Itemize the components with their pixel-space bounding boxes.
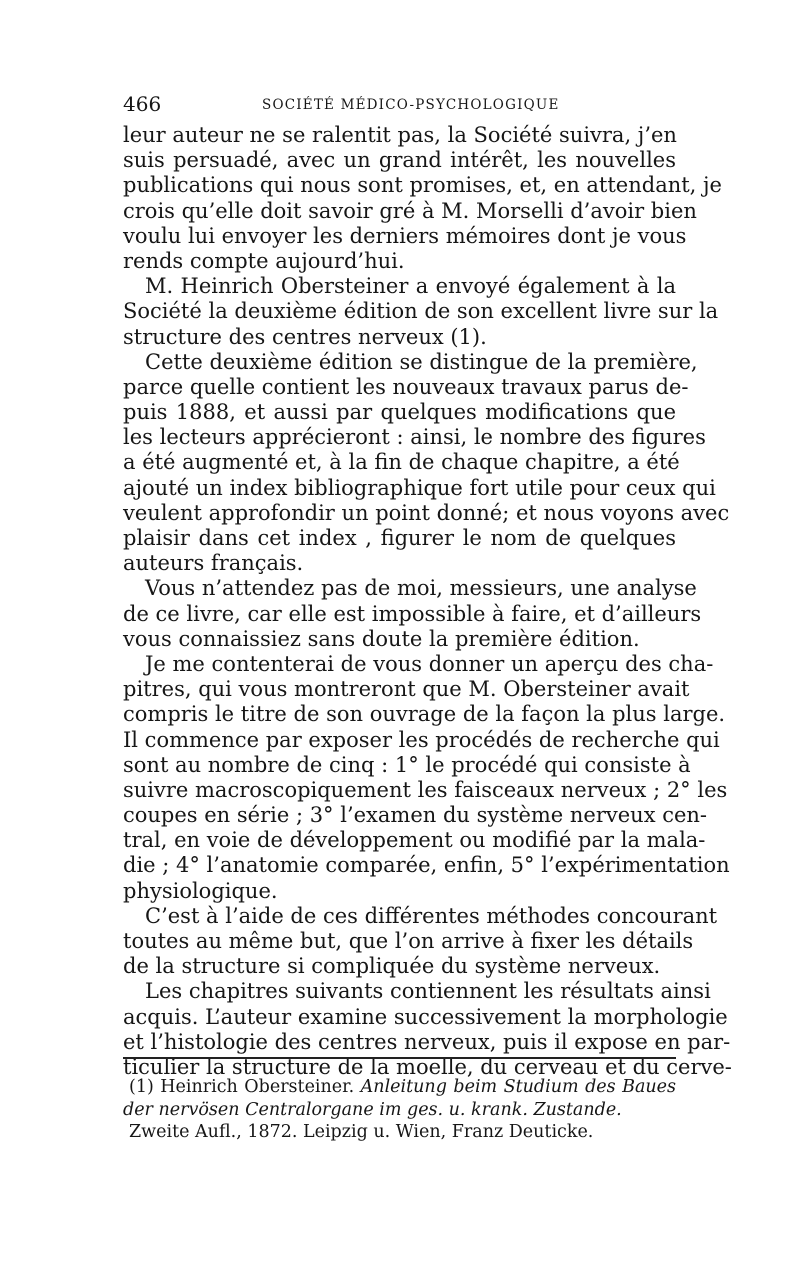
footnote xyxy=(123,1076,676,1144)
text-line: suivre macroscopiquement les faisceaux nerveux ; 2° les xyxy=(123,777,728,802)
page-header xyxy=(123,91,676,117)
page-number: 466 xyxy=(123,92,162,116)
text-line: parce quelle contient les nouveaux travaux parus de- xyxy=(123,374,689,399)
text-line: tral, en voie de développement ou modifié par la mala- xyxy=(123,828,706,853)
text-line: publications qui nous sont promises, et, en attendant, je xyxy=(123,173,722,198)
text-line: vous connaissiez sans doute la première édition. xyxy=(123,626,640,651)
text-line: Les chapitres suivants contiennent les résultats ainsi xyxy=(145,979,711,1004)
text-line: Il commence par exposer les procédés de recherche qui xyxy=(123,727,720,752)
text-line: M. Heinrich Obersteiner a envoyé également à la xyxy=(145,274,676,299)
body-text xyxy=(123,123,732,1080)
text-line: Cette deuxième édition se distingue de la première, xyxy=(145,349,698,374)
text-line: Société la deuxième édition de son excellent livre sur la xyxy=(123,299,719,324)
text-line: crois qu’elle doit savoir gré à M. Morselli d’avoir bien xyxy=(123,198,697,223)
text-line: voulu lui envoyer les derniers mémoires dont je vous xyxy=(123,223,687,248)
text-line: veulent approfondir un point donné; et nous voyons avec xyxy=(123,500,730,525)
text-line: puis 1888, et aussi par quelques modifications que xyxy=(123,400,676,425)
footnote-title: Anleitung beim Studium des Baues xyxy=(360,1077,676,1097)
text-line: die ; 4° l’anatomie comparée, enfin, 5° l’expérimentation xyxy=(123,853,730,878)
text-line: coupes en série ; 3° l’examen du système nerveux cen- xyxy=(123,803,708,828)
footnote-text: (1) Heinrich Obersteiner. xyxy=(129,1077,361,1097)
text-line: de ce livre, car elle est impossible à faire, et d’ailleurs xyxy=(123,601,702,626)
text-line: ticulier la structure de la moelle, du cerveau et du cerve- xyxy=(123,1054,732,1079)
text-line: les lecteurs apprécieront : ainsi, le nombre des figures xyxy=(123,425,706,450)
text-line: et l’histologie des centres nerveux, puis il expose en par- xyxy=(123,1029,731,1054)
text-line: leur auteur ne se ralentit pas, la Société suivra, j’en xyxy=(123,123,677,147)
text-line: compris le titre de son ouvrage de la façon la plus large. xyxy=(123,702,726,727)
text-line: acquis. L’auteur examine successivement la morphologie xyxy=(123,1004,728,1029)
footnote-line xyxy=(123,1076,676,1099)
text-line: pitres, qui vous montreront que M. Obersteiner avait xyxy=(123,677,690,702)
text-line: rends compte aujourd’hui. xyxy=(123,248,405,273)
text-line: sont au nombre de cinq : 1° le procédé qui consiste à xyxy=(123,752,691,777)
text-line: Je me contenterai de vous donner un aperçu des cha- xyxy=(145,651,714,676)
text-line: suis persuadé, avec un grand intérêt, les nouvelles xyxy=(123,148,676,173)
text-line: physiologique. xyxy=(123,878,278,903)
text-line: de la structure si compliquée du système nerveux. xyxy=(123,954,661,979)
running-head: SOCIÉTÉ MÉDICO-PSYCHOLOGIQUE xyxy=(262,97,560,113)
text-line: C’est à l’aide de ces différentes méthodes concourant xyxy=(145,903,718,928)
text-line: plaisir dans cet index , figurer le nom de quelques xyxy=(123,526,676,550)
footnote-line xyxy=(123,1099,676,1122)
footnote-divider xyxy=(123,1057,676,1059)
text-line: structure des centres nerveux (1). xyxy=(123,324,487,349)
footnote-line: Zweite Aufl., 1872. Leipzig u. Wien, Franz Deuticke. xyxy=(129,1122,594,1142)
text-line: ajouté un index bibliographique fort utile pour ceux qui xyxy=(123,475,716,500)
text-line: Vous n’attendez pas de moi, messieurs, une analyse xyxy=(145,576,697,601)
footnote-title: der nervösen Centralorgane im ges. u. krank. Zustande. xyxy=(123,1099,622,1120)
text-line: a été augmenté et, à la fin de chaque chapitre, a été xyxy=(123,450,680,475)
text-line: toutes au même but, que l’on arrive à fixer les détails xyxy=(123,929,694,953)
text-line: auteurs français. xyxy=(123,551,304,576)
